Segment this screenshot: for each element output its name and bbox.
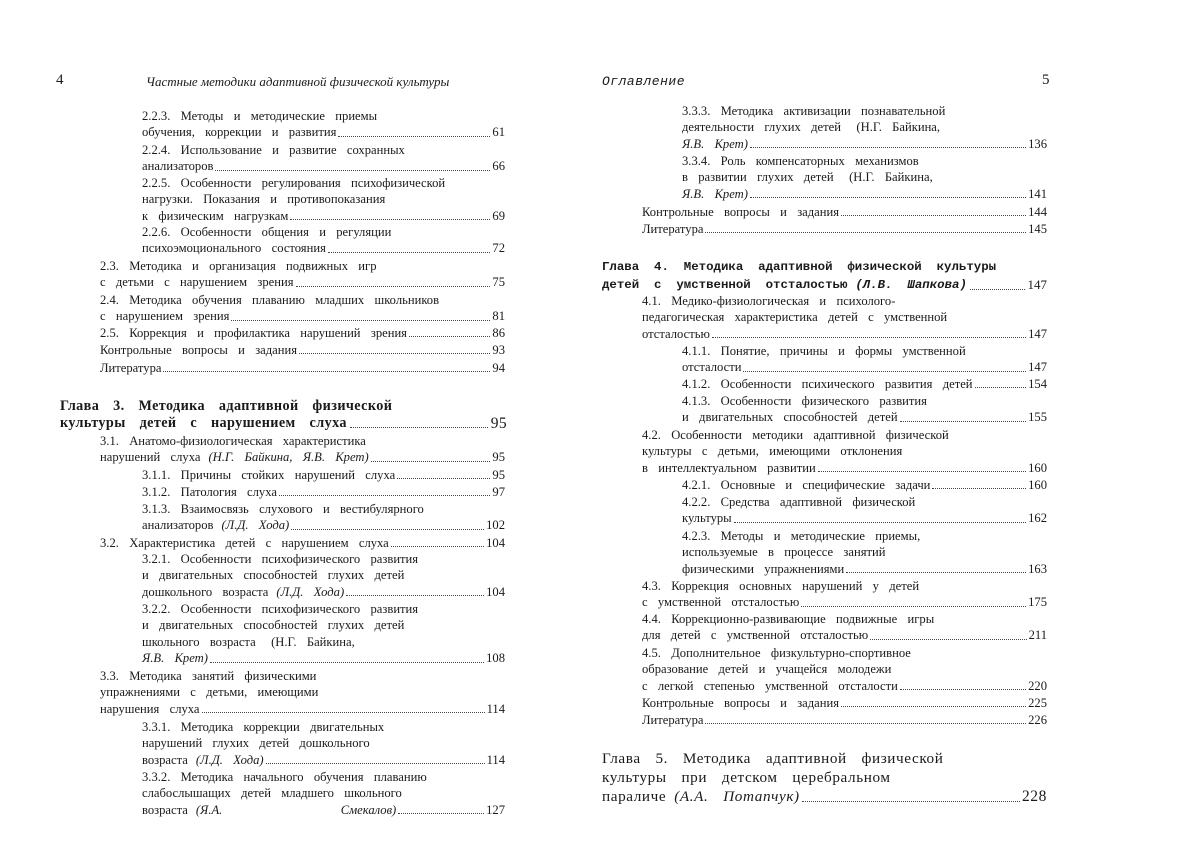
toc-entry-text: 3.3.4. Роль компенсаторных механизмов xyxy=(682,154,919,168)
toc-entry-text: 2.2.4. Использование и развитие сохранных xyxy=(142,143,405,157)
toc-entry-text: обучения, коррекции и развития xyxy=(142,125,337,140)
toc-entry-text: с нарушением зрения xyxy=(100,309,230,324)
toc-page-number: 95 xyxy=(492,450,505,465)
toc-entry xyxy=(682,393,1047,426)
toc-entry-author: (Я.А. Смекалов) xyxy=(195,802,397,817)
toc-entry-text: 4.2.1. Основные и специфические задачи xyxy=(682,478,931,492)
toc-entry-text: с умственной отсталостью xyxy=(642,595,800,610)
running-title: Частные методики адаптивной физической культуры xyxy=(146,74,450,89)
dot-leader xyxy=(802,787,1020,802)
toc-entry-text: с легкой степенью умственной отсталости xyxy=(642,678,898,693)
toc-entry-text: культуры xyxy=(682,511,732,526)
toc-entry-text: 3.3. Методика занятий физическими xyxy=(100,669,317,683)
toc-entry-text: 4.1.1. Понятие, причины и формы умственной xyxy=(682,344,966,358)
toc-entry-text: 3.1.1. Причины стойких нарушений слуха xyxy=(142,468,396,482)
toc-page-number: 147 xyxy=(1028,360,1047,375)
toc-entry-text: возраста xyxy=(142,752,188,767)
toc-entry-text: 2.2.6. Особенности общения и регуляции xyxy=(142,225,392,239)
toc-entry-text: культуры с детьми, имеющими отклонения xyxy=(642,444,903,459)
dot-leader xyxy=(346,584,484,596)
toc-entry-text: культуры при детском церебральном xyxy=(602,769,891,786)
toc-entry-text: 4.1. Медико-физиологическая и психолого- xyxy=(642,294,896,308)
toc-entry xyxy=(682,103,1047,152)
dot-leader xyxy=(163,360,490,372)
toc-entry-text: 3.3.2. Методика начального обучения плаванию xyxy=(142,770,427,784)
toc-entry-text: 3.3.3. Методика активизации познавательной xyxy=(682,104,946,118)
toc-page-number: 175 xyxy=(1028,595,1047,610)
toc-page-number: 81 xyxy=(492,309,505,324)
toc-entry-author: (Л.Д. Хода) xyxy=(221,518,290,533)
toc-entry-text: 2.2.3. Методы и методические приемы xyxy=(142,109,378,123)
toc-page-number: 97 xyxy=(492,485,505,499)
toc-page-number: 141 xyxy=(1028,186,1047,201)
toc-entry-text: дошкольного возраста xyxy=(142,584,269,599)
dot-leader xyxy=(296,274,491,286)
toc-page-number: 147 xyxy=(1028,326,1047,341)
toc-entry xyxy=(100,258,505,291)
dot-leader xyxy=(231,308,490,320)
toc-entry xyxy=(100,668,505,717)
toc-entry-text: параличе xyxy=(602,788,667,805)
toc-entry xyxy=(142,175,505,224)
toc-entry xyxy=(142,719,505,768)
toc-page-number: 114 xyxy=(486,701,505,716)
toc-entry-text: для детей с умственной отсталостью xyxy=(642,628,869,643)
toc-entry-text: Глава 5. Методика адаптивной физической xyxy=(602,750,944,767)
toc-entry-text: нагрузки. Показания и противопоказания xyxy=(142,192,386,207)
toc-page-number: 102 xyxy=(486,518,505,533)
toc-entry-text: 4.2.2. Средства адаптивной физической xyxy=(682,495,916,509)
toc-entry xyxy=(642,611,1047,644)
toc-page-number: 75 xyxy=(492,275,505,290)
toc-entry xyxy=(142,551,505,600)
toc-entry-text: с детьми с нарушением зрения xyxy=(100,275,294,290)
toc-entry-text: к физическим нагрузкам xyxy=(142,208,289,223)
dot-leader xyxy=(750,186,1026,198)
toc-page-number: 163 xyxy=(1028,561,1047,576)
toc-entry-text: 3.1.3. Взаимосвязь слухового и вестибулярного xyxy=(142,502,424,516)
dot-leader xyxy=(841,204,1026,216)
toc-entry xyxy=(682,343,1047,376)
toc-page-number: 86 xyxy=(492,326,505,340)
toc-page-number: 95 xyxy=(490,415,507,432)
toc-entry-text: педагогическая характеристика детей с умственной xyxy=(642,310,948,325)
dot-leader xyxy=(202,701,485,713)
toc-page-number: 211 xyxy=(1028,628,1047,643)
toc-entry-text: Литература xyxy=(100,361,162,375)
dot-leader xyxy=(705,712,1026,724)
toc-entry-text: слабослышащих детей младшего школьного xyxy=(142,786,402,801)
toc-entry-text: и двигательных способностей глухих детей xyxy=(142,618,405,633)
dot-leader xyxy=(975,376,1027,388)
toc-page-number: 69 xyxy=(492,208,505,223)
toc-entry-text: физическими упражнениями xyxy=(682,561,845,576)
toc-page-number: 136 xyxy=(1028,136,1047,151)
toc-entry xyxy=(142,484,505,500)
toc-entry-text: и двигательных способностей детей xyxy=(682,410,898,425)
toc-page-number: 155 xyxy=(1028,410,1047,425)
toc-entry-text: школьного возраста (Н.Г. Байкина, xyxy=(142,634,355,649)
toc-entry xyxy=(142,501,505,534)
right-page xyxy=(600,0,1200,851)
dot-leader xyxy=(291,517,484,529)
toc-entry-text: анализаторов xyxy=(142,518,214,533)
toc-entry xyxy=(682,376,1047,392)
toc-entry-text: 2.4. Методика обучения плаванию младших школьников xyxy=(100,293,440,307)
toc-entry xyxy=(142,142,505,175)
dot-leader xyxy=(398,802,484,814)
toc-page-number: 226 xyxy=(1028,713,1047,727)
toc-chapter-heading xyxy=(602,749,1047,806)
toc-entry xyxy=(100,342,505,358)
toc-chapter-heading xyxy=(602,258,1047,294)
toc-page-number: 66 xyxy=(492,159,505,174)
page-number: 5 xyxy=(1042,72,1050,88)
toc-entry-author: (Л.Д. Хода) xyxy=(195,752,264,767)
toc-page-number: 61 xyxy=(492,125,505,140)
toc-page-number: 144 xyxy=(1028,205,1047,219)
dot-leader xyxy=(705,221,1026,233)
dot-leader xyxy=(900,409,1027,421)
toc-entry-text: в интеллектуальном развитии xyxy=(642,460,816,475)
dot-leader xyxy=(350,415,488,428)
toc-entry-author: Я.В. Крет) xyxy=(142,651,208,666)
dot-leader xyxy=(371,449,491,461)
dot-leader xyxy=(900,678,1026,690)
toc-entry-text: 3.1.2. Патология слуха xyxy=(142,485,277,499)
toc-entry-text: нарушений слуха xyxy=(100,450,201,465)
toc-entry xyxy=(642,204,1047,220)
toc-entry-text: возраста xyxy=(142,802,188,817)
toc-entry xyxy=(642,695,1047,711)
toc-page-number: 94 xyxy=(492,361,505,375)
toc-entry-text: Литература xyxy=(642,713,704,727)
toc-entry-text: Глава 3. Методика адаптивной физической xyxy=(60,398,393,414)
toc-entry-text: образование детей и учащейся молодежи xyxy=(642,662,892,677)
toc-entry-text: 4.5. Дополнительное физкультурно-спортивное xyxy=(642,646,911,660)
toc-entry-author: (Л.В. Шапкова) xyxy=(855,278,967,292)
dot-leader xyxy=(734,510,1026,522)
toc-page-number: 147 xyxy=(1027,277,1047,292)
toc-entry-text: 3.2.2. Особенности психофизического развития xyxy=(142,602,419,616)
toc-page-number: 154 xyxy=(1028,377,1047,391)
toc-entry-text: Контрольные вопросы и задания xyxy=(100,343,298,357)
toc-entry-text: 2.3. Методика и организация подвижных игр xyxy=(100,259,377,273)
toc-entry-text: 4.2.3. Методы и методические приемы, xyxy=(682,529,921,543)
toc-entry-text: 3.3.1. Методика коррекции двигательных xyxy=(142,720,385,734)
toc-entry-text: упражнениями с детьми, имеющими xyxy=(100,685,319,700)
dot-leader xyxy=(290,208,490,220)
toc-entry xyxy=(642,645,1047,694)
toc-entry-author: (Л.Д. Хода) xyxy=(276,584,345,599)
toc-entry-text: 4.1.2. Особенности психического развития детей xyxy=(682,377,973,391)
dot-leader xyxy=(743,359,1026,371)
toc-entry-text: Контрольные вопросы и задания xyxy=(642,205,840,219)
toc-page-number: 160 xyxy=(1028,460,1047,475)
toc-page-number: 95 xyxy=(492,468,505,482)
toc-page-number: 72 xyxy=(492,241,505,256)
dot-leader xyxy=(266,752,485,764)
dot-leader xyxy=(818,460,1026,472)
dot-leader xyxy=(210,650,484,662)
toc-entry-text: в развитии глухих детей (Н.Г. Байкина, xyxy=(682,170,933,185)
toc-page-number: 160 xyxy=(1028,478,1047,492)
toc-page-number: 220 xyxy=(1028,678,1047,693)
dot-leader xyxy=(801,594,1026,606)
toc-entry-text: 4.4. Коррекционно-развивающие подвижные игры xyxy=(642,612,935,626)
toc-entry-text: культуры детей с нарушением слуха xyxy=(60,415,347,431)
dot-leader xyxy=(279,484,490,496)
toc-entry xyxy=(642,221,1047,237)
toc-entry-text: 2.5. Коррекция и профилактика нарушений зрения xyxy=(100,326,407,340)
toc-entry-text: 4.3. Коррекция основных нарушений у детей xyxy=(642,579,920,593)
toc-entry-text: нарушения слуха xyxy=(100,701,200,716)
dot-leader xyxy=(299,342,490,354)
toc-page-number: 228 xyxy=(1021,788,1047,805)
dot-leader xyxy=(841,695,1026,707)
running-title: Оглавление xyxy=(602,74,686,89)
toc-entry xyxy=(642,293,1047,342)
dot-leader xyxy=(338,124,490,136)
dot-leader xyxy=(846,561,1026,573)
dot-leader xyxy=(750,136,1026,148)
dot-leader xyxy=(970,276,1025,290)
toc-entry-text: Глава 4. Методика адаптивной физической культуры xyxy=(602,260,997,274)
toc-entry xyxy=(682,528,1047,577)
toc-entry-text: 2.2.5. Особенности регулирования психофизической xyxy=(142,176,446,190)
toc-page-number: 104 xyxy=(486,584,505,599)
toc-entry xyxy=(682,477,1047,493)
toc-entry-text: отсталости xyxy=(682,360,742,375)
toc-entry-text: отсталостью xyxy=(642,326,710,341)
toc-entry-text: 4.2. Особенности методики адаптивной физической xyxy=(642,428,949,442)
toc-entry xyxy=(682,494,1047,527)
toc-entry xyxy=(142,224,505,257)
dot-leader xyxy=(328,240,491,252)
toc-entry-text: Контрольные вопросы и задания xyxy=(642,696,840,710)
dot-leader xyxy=(870,627,1026,639)
dot-leader xyxy=(215,158,490,170)
toc-entry-author: (Н.Г. Байкина, Я.В. Крет) xyxy=(208,450,369,465)
toc-entry-text: и двигательных способностей глухих детей xyxy=(142,568,405,583)
toc-page-number: 145 xyxy=(1028,222,1047,236)
toc-entry-text: 3.1. Анатомо-физиологическая характеристика xyxy=(100,434,366,448)
toc-entry xyxy=(100,325,505,341)
toc-entry xyxy=(142,601,505,667)
toc-page-number: 93 xyxy=(492,343,505,357)
toc-entry xyxy=(682,153,1047,202)
dot-leader xyxy=(397,467,490,479)
toc-entry-text: детей с умственной отсталостью xyxy=(602,278,848,292)
toc-entry-text: Литература xyxy=(642,222,704,236)
toc-entry xyxy=(100,292,505,325)
dot-leader xyxy=(712,326,1026,338)
toc-entry xyxy=(100,535,505,551)
toc-entry xyxy=(642,427,1047,476)
toc-entry xyxy=(100,360,505,376)
toc-entry-text: 4.1.3. Особенности физического развития xyxy=(682,394,927,408)
toc-entry-text: 3.2.1. Особенности психофизического развития xyxy=(142,552,419,566)
dot-leader xyxy=(932,477,1026,489)
toc-page-number: 162 xyxy=(1028,511,1047,526)
toc-entry-text: нарушений глухих детей дошкольного xyxy=(142,736,370,751)
toc-page-number: 114 xyxy=(486,752,505,767)
toc-entry xyxy=(642,712,1047,728)
toc-page-number: 127 xyxy=(486,802,505,817)
toc-entry-author: (А.А. Потапчук) xyxy=(674,788,800,805)
toc-entry-text: психоэмоционального состояния xyxy=(142,241,326,256)
toc-page-number: 225 xyxy=(1028,696,1047,710)
toc-entry-text: 3.2. Характеристика детей с нарушением слуха xyxy=(100,536,389,550)
toc-entry xyxy=(100,433,505,466)
toc-entry xyxy=(642,578,1047,611)
toc-entry xyxy=(142,108,505,141)
toc-entry-text: анализаторов xyxy=(142,159,214,174)
toc-page-number: 104 xyxy=(486,536,505,550)
toc-page-number: 108 xyxy=(486,651,505,666)
dot-leader xyxy=(391,535,484,547)
toc-entry-author: Я.В. Крет) xyxy=(682,186,748,201)
toc-entry xyxy=(142,769,505,818)
toc-entry-author: Я.В. Крет) xyxy=(682,136,748,151)
dot-leader xyxy=(409,325,490,337)
toc-chapter-heading xyxy=(60,398,507,432)
toc-entry xyxy=(142,467,505,483)
page-number: 4 xyxy=(56,72,64,88)
toc-entry-text: используемые в процессе занятий xyxy=(682,545,886,560)
toc-entry-text: деятельности глухих детей (Н.Г. Байкина, xyxy=(682,120,941,135)
